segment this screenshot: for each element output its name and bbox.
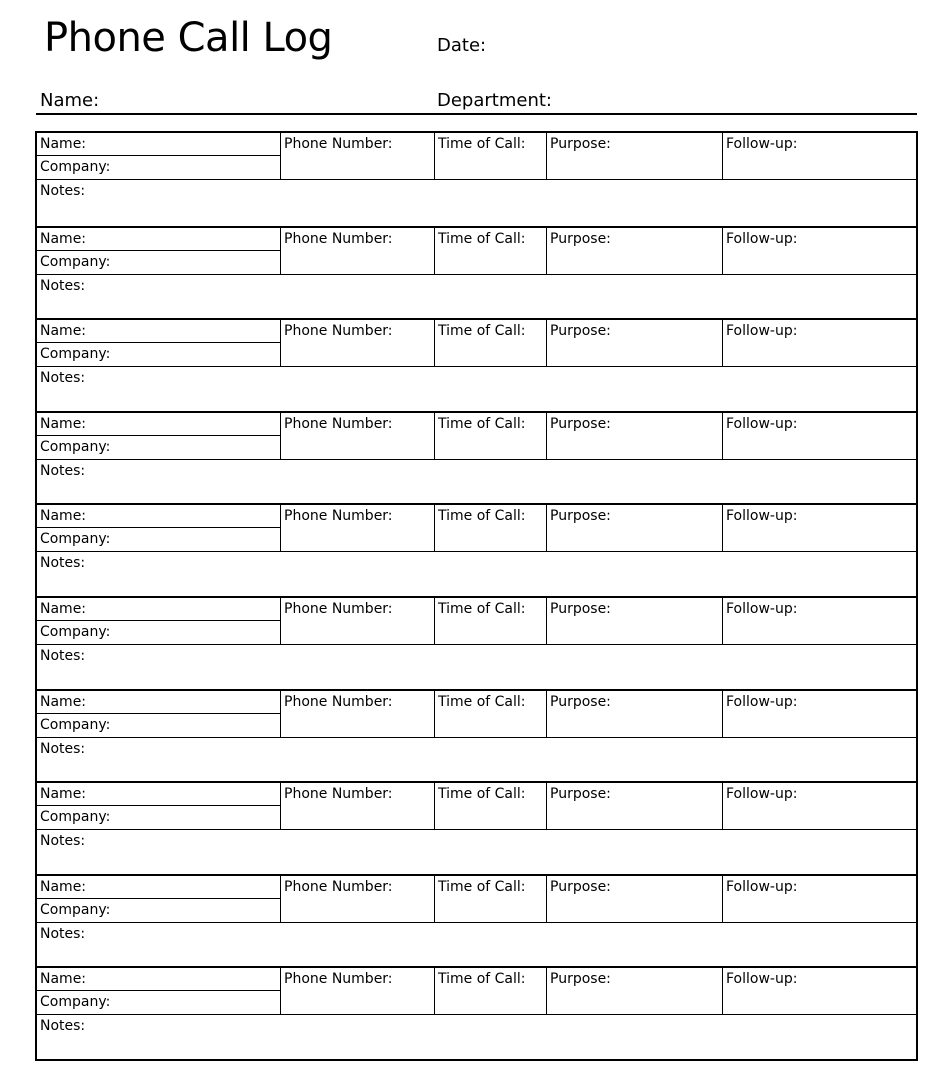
header-divider [36, 113, 917, 115]
follow-up-field[interactable]: Follow-up: [726, 136, 798, 152]
purpose-field[interactable]: Purpose: [547, 598, 723, 644]
name-field[interactable]: Name: [37, 691, 281, 714]
phone-number-field[interactable]: Phone Number: [281, 968, 435, 1014]
purpose-field[interactable]: Purpose: [547, 691, 723, 737]
company-field[interactable]: Company: [37, 343, 281, 366]
name-field[interactable]: Name: [37, 783, 281, 806]
time-of-call-field[interactable]: Time of Call: [435, 413, 547, 459]
name-field[interactable]: Name: [37, 876, 281, 899]
call-entry [37, 226, 916, 319]
phone-number-field[interactable]: Phone Number: [281, 505, 435, 551]
call-entry [37, 318, 916, 411]
purpose-field[interactable]: Purpose: [547, 133, 723, 179]
purpose-field[interactable]: Purpose: [547, 228, 723, 274]
name-field[interactable]: Name: [37, 505, 281, 528]
follow-up-field[interactable]: Follow-up: [726, 786, 798, 803]
name-field[interactable]: Name: [37, 413, 281, 436]
notes-field[interactable]: Notes: [37, 922, 916, 968]
phone-number-field[interactable]: Phone Number: [281, 320, 435, 366]
notes-field[interactable]: Notes: [37, 459, 916, 505]
purpose-field[interactable]: Purpose: [547, 783, 723, 829]
purpose-field[interactable]: Purpose: [547, 505, 723, 551]
call-entry [37, 133, 916, 226]
follow-up-field[interactable]: Follow-up: [726, 878, 798, 895]
purpose-field[interactable]: Purpose: [547, 413, 723, 459]
company-field[interactable]: Company: [37, 251, 281, 274]
call-entry [37, 411, 916, 504]
follow-up-field[interactable]: Follow-up: [726, 415, 798, 432]
name-field[interactable]: Name: [37, 228, 281, 251]
company-field[interactable]: Company: [37, 806, 281, 829]
call-log-table [35, 131, 918, 1061]
notes-field[interactable]: Notes: [37, 829, 916, 875]
purpose-field[interactable]: Purpose: [547, 320, 723, 366]
company-field[interactable]: Company: [37, 528, 281, 551]
follow-up-field[interactable]: Follow-up: [726, 323, 798, 340]
notes-field[interactable]: Notes: [37, 644, 916, 690]
time-of-call-field[interactable]: Time of Call: [435, 598, 547, 644]
time-of-call-field[interactable]: Time of Call: [435, 691, 547, 737]
time-of-call-field[interactable]: Time of Call: [435, 133, 547, 179]
call-entry [37, 689, 916, 782]
follow-up-field[interactable]: Follow-up: [726, 230, 798, 247]
date-label: Date: [437, 35, 487, 56]
name-field[interactable]: Name: [37, 968, 281, 991]
time-of-call-field[interactable]: Time of Call: [435, 505, 547, 551]
notes-field[interactable]: Notes: [37, 1014, 916, 1060]
notes-field[interactable]: Notes: [37, 551, 916, 597]
header-name-label: Name: [40, 90, 100, 111]
follow-up-field[interactable]: Follow-up: [726, 601, 798, 617]
company-field[interactable]: Company: [37, 436, 281, 459]
purpose-field[interactable]: Purpose: [547, 876, 723, 922]
time-of-call-field[interactable]: Time of Call: [435, 876, 547, 922]
notes-field[interactable]: Notes: [37, 366, 916, 412]
company-field[interactable]: Company: [37, 899, 281, 922]
phone-number-field[interactable]: Phone Number: [281, 783, 435, 829]
purpose-field[interactable]: Purpose: [547, 968, 723, 1014]
phone-number-field[interactable]: Phone Number: [281, 228, 435, 274]
name-field[interactable]: Name: [37, 133, 281, 156]
follow-up-field[interactable]: Follow-up: [726, 971, 798, 988]
call-entry [37, 966, 916, 1059]
call-entry [37, 874, 916, 967]
company-field[interactable]: Company: [37, 714, 281, 737]
phone-number-field[interactable]: Phone Number: [281, 691, 435, 737]
call-entry [37, 503, 916, 596]
company-field[interactable]: Company: [37, 621, 281, 644]
follow-up-field[interactable]: Follow-up: [726, 693, 798, 710]
time-of-call-field[interactable]: Time of Call: [435, 783, 547, 829]
company-field[interactable]: Company: [37, 991, 281, 1014]
name-field[interactable]: Name: [37, 320, 281, 343]
time-of-call-field[interactable]: Time of Call: [435, 228, 547, 274]
call-entry [37, 596, 916, 689]
call-entry [37, 781, 916, 874]
phone-number-field[interactable]: Phone Number: [281, 598, 435, 644]
phone-number-field[interactable]: Phone Number: [281, 876, 435, 922]
time-of-call-field[interactable]: Time of Call: [435, 320, 547, 366]
phone-number-field[interactable]: Phone Number: [281, 133, 435, 179]
name-field[interactable]: Name: [37, 598, 281, 621]
follow-up-field[interactable]: Follow-up: [726, 508, 798, 525]
phone-number-field[interactable]: Phone Number: [281, 413, 435, 459]
company-field[interactable]: Company: [37, 156, 281, 179]
notes-field[interactable]: Notes: [37, 179, 916, 225]
department-label: Department: [437, 90, 552, 111]
time-of-call-field[interactable]: Time of Call: [435, 968, 547, 1014]
notes-field[interactable]: Notes: [37, 737, 916, 783]
page-title: Phone Call Log [44, 15, 333, 61]
notes-field[interactable]: Notes: [37, 274, 916, 320]
